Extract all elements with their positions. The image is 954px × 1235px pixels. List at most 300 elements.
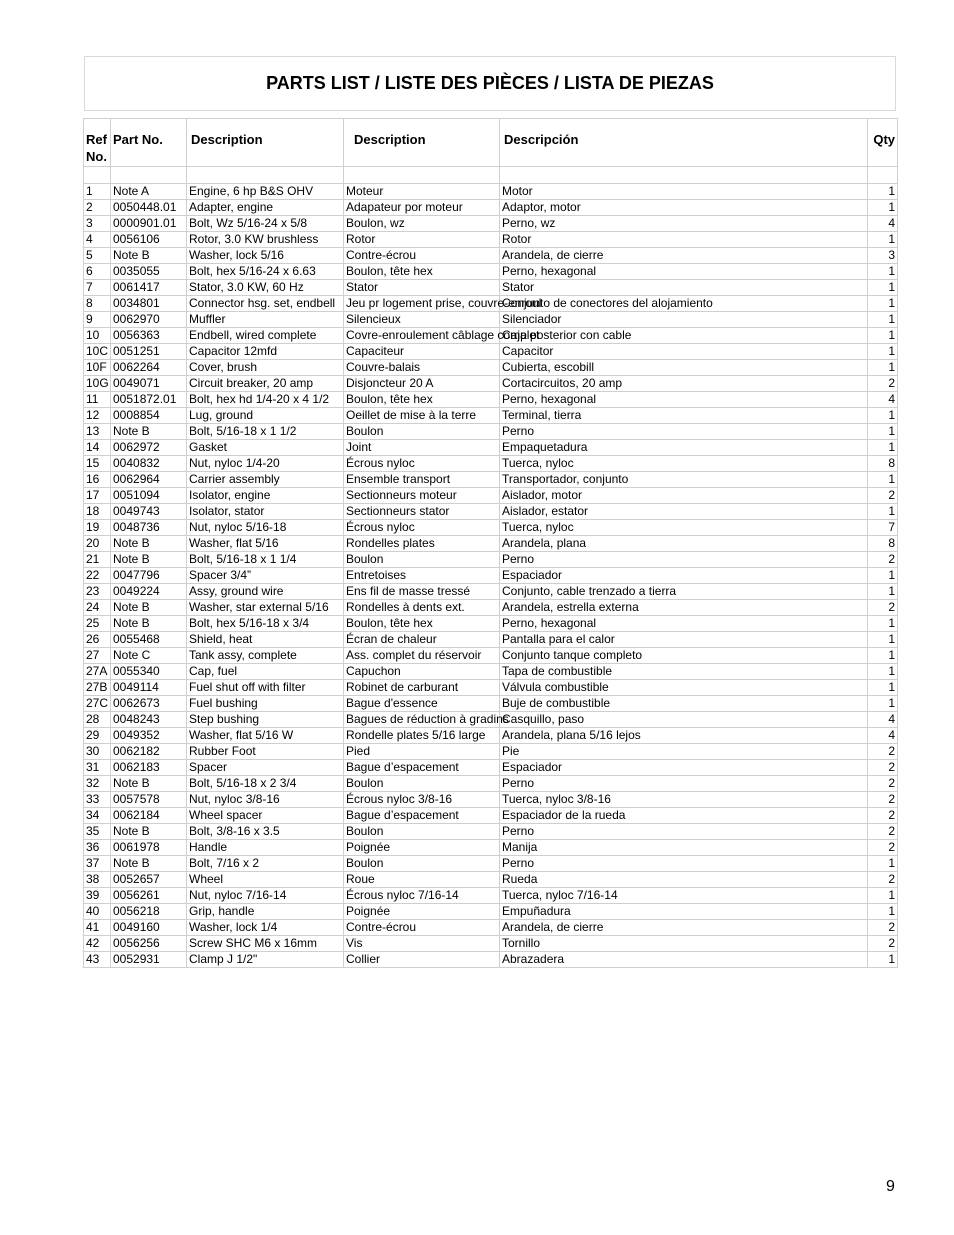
description-fr-cell: Ass. complet du réservoir <box>344 648 500 664</box>
description-es-cell: Adaptor, motor <box>500 200 868 216</box>
description-es-cell: Silenciador <box>500 312 868 328</box>
qty-cell: 4 <box>868 728 898 744</box>
description-es-cell: Transportador, conjunto <box>500 472 868 488</box>
description-fr-cell: Écrous nyloc 7/16-14 <box>344 888 500 904</box>
qty-cell: 1 <box>868 328 898 344</box>
part-no-cell: 0056106 <box>111 232 187 248</box>
description-en-cell: Washer, flat 5/16 <box>187 536 344 552</box>
qty-cell: 1 <box>868 296 898 312</box>
table-row <box>84 808 898 824</box>
table-row <box>84 456 898 472</box>
part-no-cell: 0062183 <box>111 760 187 776</box>
qty-cell: 1 <box>868 344 898 360</box>
part-no-cell: 0049114 <box>111 680 187 696</box>
table-row <box>84 280 898 296</box>
part-no-cell: Note B <box>111 536 187 552</box>
ref-cell: 35 <box>84 824 111 840</box>
ref-cell: 10 <box>84 328 111 344</box>
description-fr-cell: Capaciteur <box>344 344 500 360</box>
description-es-cell: Cortacircuitos, 20 amp <box>500 376 868 392</box>
description-en-cell: Bolt, hex 5/16-24 x 6.63 <box>187 264 344 280</box>
description-fr-cell: Contre-écrou <box>344 920 500 936</box>
qty-cell: 7 <box>868 520 898 536</box>
qty-cell: 1 <box>868 360 898 376</box>
description-fr-cell: Bagues de réduction à gradins <box>344 712 500 728</box>
description-fr-cell: Sectionneurs stator <box>344 504 500 520</box>
description-fr-cell: Contre-écrou <box>344 248 500 264</box>
ref-cell: 16 <box>84 472 111 488</box>
table-row <box>84 664 898 680</box>
description-fr-cell: Vis <box>344 936 500 952</box>
description-fr-cell: Boulon <box>344 856 500 872</box>
table-row <box>84 920 898 936</box>
description-en-cell: Shield, heat <box>187 632 344 648</box>
description-en-cell: Rubber Foot <box>187 744 344 760</box>
description-en-cell: Washer, lock 5/16 <box>187 248 344 264</box>
qty-cell: 1 <box>868 616 898 632</box>
ref-cell: 10F <box>84 360 111 376</box>
part-no-cell: 0062264 <box>111 360 187 376</box>
table-row <box>84 680 898 696</box>
description-en-cell: Bolt, 3/8-16 x 3.5 <box>187 824 344 840</box>
ref-cell: 39 <box>84 888 111 904</box>
description-es-cell: Perno <box>500 776 868 792</box>
part-no-cell: 0035055 <box>111 264 187 280</box>
qty-cell: 2 <box>868 600 898 616</box>
description-fr-cell: Rotor <box>344 232 500 248</box>
ref-cell: 43 <box>84 952 111 968</box>
description-en-cell: Cover, brush <box>187 360 344 376</box>
description-fr-cell: Boulon <box>344 424 500 440</box>
table-row <box>84 200 898 216</box>
table-row <box>84 248 898 264</box>
table-row <box>84 520 898 536</box>
qty-cell: 2 <box>868 760 898 776</box>
part-no-cell: Note B <box>111 824 187 840</box>
table-row <box>84 872 898 888</box>
part-no-cell: 0049071 <box>111 376 187 392</box>
qty-cell: 8 <box>868 456 898 472</box>
table-row <box>84 392 898 408</box>
description-en-cell: Connector hsg. set, endbell <box>187 296 344 312</box>
description-en-cell: Tank assy, complete <box>187 648 344 664</box>
description-en-cell: Bolt, 5/16-18 x 1 1/4 <box>187 552 344 568</box>
ref-cell: 26 <box>84 632 111 648</box>
description-es-cell: Perno <box>500 856 868 872</box>
description-es-cell: Perno <box>500 552 868 568</box>
table-row <box>84 376 898 392</box>
description-fr-cell: Rondelle plates 5/16 large <box>344 728 500 744</box>
description-fr-cell: Adapateur por moteur <box>344 200 500 216</box>
qty-cell: 1 <box>868 200 898 216</box>
description-es-cell: Conjunto tanque completo <box>500 648 868 664</box>
ref-cell: 24 <box>84 600 111 616</box>
description-en-cell: Gasket <box>187 440 344 456</box>
description-fr-cell: Boulon, wz <box>344 216 500 232</box>
description-en-cell: Wheel <box>187 872 344 888</box>
part-no-cell: 0062970 <box>111 312 187 328</box>
part-no-cell: 0056261 <box>111 888 187 904</box>
part-no-cell: 0056256 <box>111 936 187 952</box>
description-es-cell: Perno <box>500 824 868 840</box>
description-en-cell: Bolt, hex hd 1/4-20 x 4 1/2 <box>187 392 344 408</box>
part-no-cell: 0047796 <box>111 568 187 584</box>
part-no-cell: Note B <box>111 776 187 792</box>
description-en-cell: Isolator, engine <box>187 488 344 504</box>
description-en-cell: Capacitor 12mfd <box>187 344 344 360</box>
table-row <box>84 616 898 632</box>
description-fr-cell: Rondelles à dents ext. <box>344 600 500 616</box>
qty-cell: 2 <box>868 776 898 792</box>
description-es-cell: Aislador, estator <box>500 504 868 520</box>
description-es-cell: Perno, wz <box>500 216 868 232</box>
description-en-cell: Bolt, 7/16 x 2 <box>187 856 344 872</box>
qty-cell: 1 <box>868 856 898 872</box>
qty-cell: 1 <box>868 472 898 488</box>
ref-cell: 14 <box>84 440 111 456</box>
part-no-cell: 0052657 <box>111 872 187 888</box>
description-es-cell: Pie <box>500 744 868 760</box>
header-desc-es: Descripción <box>500 119 868 167</box>
qty-cell: 1 <box>868 664 898 680</box>
part-no-cell: 0062972 <box>111 440 187 456</box>
description-en-cell: Nut, nyloc 7/16-14 <box>187 888 344 904</box>
ref-cell: 31 <box>84 760 111 776</box>
qty-cell: 1 <box>868 280 898 296</box>
part-no-cell: Note B <box>111 248 187 264</box>
part-no-cell: 0056363 <box>111 328 187 344</box>
part-no-cell: 0057578 <box>111 792 187 808</box>
ref-cell: 22 <box>84 568 111 584</box>
description-es-cell: Casquillo, paso <box>500 712 868 728</box>
part-no-cell: 0056218 <box>111 904 187 920</box>
description-es-cell: Espaciador de la rueda <box>500 808 868 824</box>
qty-cell: 3 <box>868 248 898 264</box>
description-en-cell: Spacer <box>187 760 344 776</box>
title-box <box>84 56 896 111</box>
qty-cell: 2 <box>868 376 898 392</box>
page-title: PARTS LIST / LISTE DES PIÈCES / LISTA DE PIEZAS <box>266 73 714 93</box>
table-row <box>84 440 898 456</box>
description-en-cell: Fuel shut off with filter <box>187 680 344 696</box>
description-en-cell: Endbell, wired complete <box>187 328 344 344</box>
table-row <box>84 360 898 376</box>
ref-cell: 33 <box>84 792 111 808</box>
description-es-cell: Aislador, motor <box>500 488 868 504</box>
ref-cell: 21 <box>84 552 111 568</box>
description-en-cell: Muffler <box>187 312 344 328</box>
qty-cell: 1 <box>868 312 898 328</box>
description-fr-cell: Oeillet de mise à la terre <box>344 408 500 424</box>
table-row <box>84 648 898 664</box>
part-no-cell: 0051251 <box>111 344 187 360</box>
description-fr-cell: Écran de chaleur <box>344 632 500 648</box>
part-no-cell: 0049743 <box>111 504 187 520</box>
ref-cell: 23 <box>84 584 111 600</box>
table-row <box>84 824 898 840</box>
ref-cell: 27A <box>84 664 111 680</box>
description-fr-cell: Bague d’espacement <box>344 808 500 824</box>
qty-cell: 1 <box>868 232 898 248</box>
ref-cell: 40 <box>84 904 111 920</box>
description-fr-cell: Capuchon <box>344 664 500 680</box>
description-fr-cell: Écrous nyloc 3/8-16 <box>344 792 500 808</box>
description-en-cell: Nut, nyloc 3/8-16 <box>187 792 344 808</box>
page-number: 9 <box>886 1178 895 1195</box>
table-row <box>84 504 898 520</box>
table-row <box>84 552 898 568</box>
description-fr-cell: Rondelles plates <box>344 536 500 552</box>
table-row <box>84 600 898 616</box>
table-row <box>84 744 898 760</box>
ref-cell: 17 <box>84 488 111 504</box>
part-no-cell: 0062184 <box>111 808 187 824</box>
description-fr-cell: Roue <box>344 872 500 888</box>
description-es-cell: Válvula combustible <box>500 680 868 696</box>
qty-cell: 2 <box>868 824 898 840</box>
description-fr-cell: Entretoises <box>344 568 500 584</box>
description-en-cell: Bolt, hex 5/16-18 x 3/4 <box>187 616 344 632</box>
description-fr-cell: Boulon, tête hex <box>344 264 500 280</box>
qty-cell: 1 <box>868 904 898 920</box>
part-no-cell: Note B <box>111 616 187 632</box>
table-row <box>84 568 898 584</box>
description-es-cell: Stator <box>500 280 868 296</box>
description-es-cell: Pantalla para el calor <box>500 632 868 648</box>
description-fr-cell: Couvre-balais <box>344 360 500 376</box>
table-row <box>84 760 898 776</box>
description-fr-cell: Boulon <box>344 824 500 840</box>
description-fr-cell: Poignée <box>344 840 500 856</box>
ref-cell: 4 <box>84 232 111 248</box>
qty-cell: 2 <box>868 872 898 888</box>
parts-table <box>83 118 898 968</box>
table-row <box>84 584 898 600</box>
ref-cell: 27B <box>84 680 111 696</box>
description-fr-cell: Jeu pr logement prise, couvre-enroul <box>344 296 500 312</box>
table-row <box>84 264 898 280</box>
description-en-cell: Bolt, 5/16-18 x 1 1/2 <box>187 424 344 440</box>
table-row <box>84 232 898 248</box>
qty-cell: 2 <box>868 552 898 568</box>
description-en-cell: Nut, nyloc 1/4-20 <box>187 456 344 472</box>
ref-cell: 37 <box>84 856 111 872</box>
description-es-cell: Motor <box>500 184 868 200</box>
description-es-cell: Arandela, de cierre <box>500 248 868 264</box>
description-en-cell: Washer, flat 5/16 W <box>187 728 344 744</box>
ref-cell: 2 <box>84 200 111 216</box>
description-es-cell: Manija <box>500 840 868 856</box>
header-desc-fr: Description <box>344 119 500 167</box>
description-es-cell: Perno, hexagonal <box>500 392 868 408</box>
description-es-cell: Caja posterior con cable <box>500 328 868 344</box>
qty-cell: 1 <box>868 584 898 600</box>
description-es-cell: Arandela, de cierre <box>500 920 868 936</box>
ref-cell: 12 <box>84 408 111 424</box>
ref-cell: 34 <box>84 808 111 824</box>
part-no-cell: 0048243 <box>111 712 187 728</box>
description-es-cell: Tuerca, nyloc 7/16-14 <box>500 888 868 904</box>
description-en-cell: Wheel spacer <box>187 808 344 824</box>
table-row <box>84 344 898 360</box>
table-row <box>84 328 898 344</box>
description-fr-cell: Disjoncteur 20 A <box>344 376 500 392</box>
description-es-cell: Conjunto, cable trenzado a tierra <box>500 584 868 600</box>
qty-cell: 2 <box>868 792 898 808</box>
ref-cell: 28 <box>84 712 111 728</box>
part-no-cell: 0000901.01 <box>111 216 187 232</box>
description-es-cell: Arandela, plana 5/16 lejos <box>500 728 868 744</box>
description-en-cell: Rotor, 3.0 KW brushless <box>187 232 344 248</box>
part-no-cell: Note C <box>111 648 187 664</box>
part-no-cell: 0051094 <box>111 488 187 504</box>
description-fr-cell: Bague d'essence <box>344 696 500 712</box>
ref-cell: 18 <box>84 504 111 520</box>
table-row <box>84 472 898 488</box>
ref-cell: 7 <box>84 280 111 296</box>
description-fr-cell: Écrous nyloc <box>344 520 500 536</box>
table-row <box>84 632 898 648</box>
description-es-cell: Cubierta, escobill <box>500 360 868 376</box>
qty-cell: 1 <box>868 888 898 904</box>
table-row <box>84 936 898 952</box>
qty-cell: 8 <box>868 536 898 552</box>
table-row <box>84 904 898 920</box>
description-en-cell: Nut, nyloc 5/16-18 <box>187 520 344 536</box>
ref-cell: 1 <box>84 184 111 200</box>
qty-cell: 1 <box>868 184 898 200</box>
description-fr-cell: Collier <box>344 952 500 968</box>
ref-cell: 11 <box>84 392 111 408</box>
header-ref: Ref No. <box>84 119 111 167</box>
description-fr-cell: Bague d’espacement <box>344 760 500 776</box>
description-fr-cell: Boulon, tête hex <box>344 392 500 408</box>
description-es-cell: Tuerca, nyloc <box>500 520 868 536</box>
table-row <box>84 536 898 552</box>
part-no-cell: Note B <box>111 424 187 440</box>
qty-cell: 2 <box>868 744 898 760</box>
description-es-cell: Buje de combustible <box>500 696 868 712</box>
qty-cell: 1 <box>868 952 898 968</box>
description-es-cell: Conjunto de conectores del alojamiento <box>500 296 868 312</box>
table-row <box>84 424 898 440</box>
description-es-cell: Perno, hexagonal <box>500 616 868 632</box>
part-no-cell: Note A <box>111 184 187 200</box>
ref-cell: 3 <box>84 216 111 232</box>
part-no-cell: 0062673 <box>111 696 187 712</box>
description-es-cell: Perno, hexagonal <box>500 264 868 280</box>
ref-cell: 41 <box>84 920 111 936</box>
part-no-cell: 0049352 <box>111 728 187 744</box>
part-no-cell: Note B <box>111 600 187 616</box>
description-fr-cell: Boulon <box>344 552 500 568</box>
ref-cell: 20 <box>84 536 111 552</box>
table-row <box>84 728 898 744</box>
qty-cell: 1 <box>868 680 898 696</box>
description-en-cell: Spacer 3/4” <box>187 568 344 584</box>
table-row <box>84 776 898 792</box>
part-no-cell: 0008854 <box>111 408 187 424</box>
description-en-cell: Screw SHC M6 x 16mm <box>187 936 344 952</box>
description-es-cell: Arandela, estrella externa <box>500 600 868 616</box>
description-es-cell: Terminal, tierra <box>500 408 868 424</box>
description-es-cell: Empaquetadura <box>500 440 868 456</box>
description-es-cell: Capacitor <box>500 344 868 360</box>
ref-cell: 8 <box>84 296 111 312</box>
description-es-cell: Arandela, plana <box>500 536 868 552</box>
part-no-cell: 0034801 <box>111 296 187 312</box>
table-row <box>84 312 898 328</box>
ref-cell: 19 <box>84 520 111 536</box>
description-fr-cell: Robinet de carburant <box>344 680 500 696</box>
part-no-cell: 0048736 <box>111 520 187 536</box>
part-no-cell: Note B <box>111 552 187 568</box>
ref-cell: 30 <box>84 744 111 760</box>
description-es-cell: Tapa de combustible <box>500 664 868 680</box>
description-fr-cell: Joint <box>344 440 500 456</box>
qty-cell: 1 <box>868 696 898 712</box>
description-en-cell: Bolt, 5/16-18 x 2 3/4 <box>187 776 344 792</box>
ref-cell: 6 <box>84 264 111 280</box>
description-en-cell: Washer, lock 1/4 <box>187 920 344 936</box>
description-en-cell: Step bushing <box>187 712 344 728</box>
qty-cell: 1 <box>868 632 898 648</box>
qty-cell: 4 <box>868 392 898 408</box>
description-fr-cell: Poignée <box>344 904 500 920</box>
qty-cell: 1 <box>868 568 898 584</box>
description-es-cell: Rotor <box>500 232 868 248</box>
part-no-cell: 0062182 <box>111 744 187 760</box>
part-no-cell: 0051872.01 <box>111 392 187 408</box>
description-fr-cell: Boulon, tête hex <box>344 616 500 632</box>
ref-cell: 13 <box>84 424 111 440</box>
description-en-cell: Bolt, Wz 5/16-24 x 5/8 <box>187 216 344 232</box>
description-en-cell: Stator, 3.0 KW, 60 Hz <box>187 280 344 296</box>
table-row <box>84 856 898 872</box>
qty-cell: 4 <box>868 712 898 728</box>
part-no-cell: Note B <box>111 856 187 872</box>
description-en-cell: Adapter, engine <box>187 200 344 216</box>
table-header-row <box>84 119 898 167</box>
description-es-cell: Perno <box>500 424 868 440</box>
description-en-cell: Fuel bushing <box>187 696 344 712</box>
table-row <box>84 488 898 504</box>
qty-cell: 2 <box>868 920 898 936</box>
description-fr-cell: Moteur <box>344 184 500 200</box>
table-row <box>84 712 898 728</box>
qty-cell: 1 <box>868 440 898 456</box>
description-es-cell: Espaciador <box>500 568 868 584</box>
ref-cell: 10G <box>84 376 111 392</box>
description-es-cell: Rueda <box>500 872 868 888</box>
description-es-cell: Tuerca, nyloc <box>500 456 868 472</box>
ref-cell: 9 <box>84 312 111 328</box>
description-es-cell: Espaciador <box>500 760 868 776</box>
description-en-cell: Grip, handle <box>187 904 344 920</box>
description-fr-cell: Boulon <box>344 776 500 792</box>
qty-cell: 2 <box>868 936 898 952</box>
description-en-cell: Engine, 6 hp B&S OHV <box>187 184 344 200</box>
table-row <box>84 696 898 712</box>
description-fr-cell: Covre-enroulement câblage complet <box>344 328 500 344</box>
description-en-cell: Lug, ground <box>187 408 344 424</box>
table-row <box>84 888 898 904</box>
ref-cell: 15 <box>84 456 111 472</box>
part-no-cell: 0049160 <box>111 920 187 936</box>
description-en-cell: Handle <box>187 840 344 856</box>
ref-cell: 32 <box>84 776 111 792</box>
table-row <box>84 184 898 200</box>
